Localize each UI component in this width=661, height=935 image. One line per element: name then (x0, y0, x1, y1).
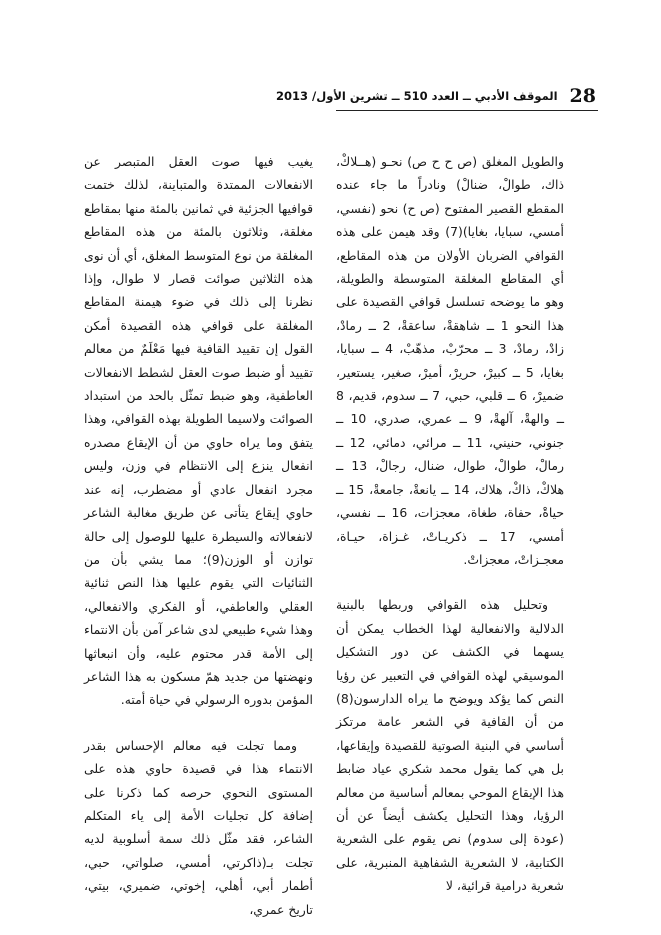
paragraph: يغيب فيها صوت العقل المتبصر عن الانفعالات الممتدة والمتباينة، لذلك ختمت قوافيها الجزئية في ثمانين بالمئة منها بمقاطع مغلقة، وثلاثون بالمئة من هذه المقاطع المغلقة من نوع المتوسط المغلق، أي أن نوى هذه الثلاثين صوائت قصار لا طوال، وإذا نظرنا إلى ذلك في ضوء هيمنة المقاطع المغلقة على قوافي هذه القصيدة أمكن القول إن تقييد القافية فيها مَعْلَمٌ من معالم تقييد أو ضبط صوت العقل لشطط الانفعالات العاطفية، وهو ضبط تمثّل بالحد من استبداد الصوائت ولاسيما الطويلة بهذه القوافي، وهذا يتفق وما يراه حاوي من أن الإيقاع مصدره انفعال ينزع إلى الانتظام في وزن، وليس مجرد انفعال عادي أو مضطرب، إنه عند حاوي إيقاع يتأتى عن طريق مغالبة الشاعر لانفعالاته والسيطرة عليها للوصول إلى حالة توازن أو الوزن(9)؛ مما يشي بأن من الثنائيات التي يقوم عليها هذا النص ثنائية العقلي والعاطفي، أو الفكري والانفعالي، وهذا شيء طبيعي لدى شاعر آمن بأن الانتماء إلى الأمة قدر محتوم عليه، وأن انبعاثها ونهضتها من جديد همّ مسكون به هذا الشاعر المؤمن بدوره الرسولي في حياة أمته. (84, 154, 313, 708)
header-rule (336, 110, 598, 111)
right-column (336, 150, 564, 898)
running-head: الموقف الأدبي ــ العدد 510 ــ تشرين الأول/ 2013 (276, 89, 558, 103)
paragraph: والطويل المغلق (ص ح ح ص) نحـو (هــلاكْ، ذاك، طوالْ، ضنالْ) ونادراً ما جاء عنده المقطع القصير المفتوح (ص ح) نحو (نفسي، أمسي، سبايا، بغايا)(7) وقد هيمن على هذه القوافي الضربان الأولان من هذه المقاطع، أي المقاطع المغلقة المتوسطة والطويلة، وهو ما يوضحه تسلسل قوافي القصيدة على هذا النحو 1 ــ شاهقةْ، ساعقةْ، 2 ــ رمادْ، زادْ، رمادْ، 3 ــ محرّبْ، مذهّبْ، 4 ــ سبايا، بغايا، 5 ــ كبيرْ، حريرْ، أميرْ، صغير، يستعير، ضميرْ، 6 ــ قلبي، حبي، 7 ــ سدوم، قديم، 8 ــ والهةْ، آلهةْ، 9 ــ عمري، صدري، 10 ــ جنوني، حنيني، 11 ــ مرائي، دمائي، 12 ــ رمالْ، طوالْ، طوال، ضنال، رجالْ، 13 ــ هلاكْ، ذاكْ، هلاك، 14 ــ يانعةْ، جامعةْ، 15 ــ حياةْ، حفاة، طغاة، معجزات، 16 ــ نفسي، أمسي، 17 ــ ذكريـاتْ، غـزاة، حيـاة، معجـزاتْ، معجزاتْ. (336, 154, 565, 567)
page-header (276, 84, 596, 108)
page-number: 28 (569, 85, 596, 107)
left-column (84, 150, 313, 921)
paragraph: وتحليل هذه القوافي وربطها بالبنية الدلالية والانفعالية لهذا الخطاب يمكن أن يسهما في الكشف عن دور التشكيل الموسيقي لهذه القوافي في التعبير عن رؤيا النص كما يؤكد ويوضح ما يراه الدارسون(8) من أن القافية في الشعر عامة مرتكز أساسي في البنية الصوتية للقصيدة وإيقاعها، بل هي كما يقول محمد شكري عياد ضابط هذا الإيقاع الموحي بمعالم أساسية من معالم الرؤيا، وهذا التحليل يكشف أيضاً عن أن (عودة إلى سدوم) نص يقوم على الشعرية الكتابية، لا الشعرية الشفاهية المنبرية، على شعرية درامية قرائية، لا (336, 597, 564, 894)
paragraph: ومما تجلت فيه معالم الإحساس بقدر الانتماء هذا في قصيدة حاوي هذه على المستوى النحوي حرصه كما ذكرنا على إضافة كل تجليات الأمة إلى ياء المتكلم الشاعر، فقد مثّل ذلك سمة أسلوبية لديه تجلت بـ(ذاكرتي، أمسي، صلواتي، حبي، أطمار أبي، أهلي، إخوتي، ضميري، بيتي، تاريخ عمري، (84, 737, 313, 917)
